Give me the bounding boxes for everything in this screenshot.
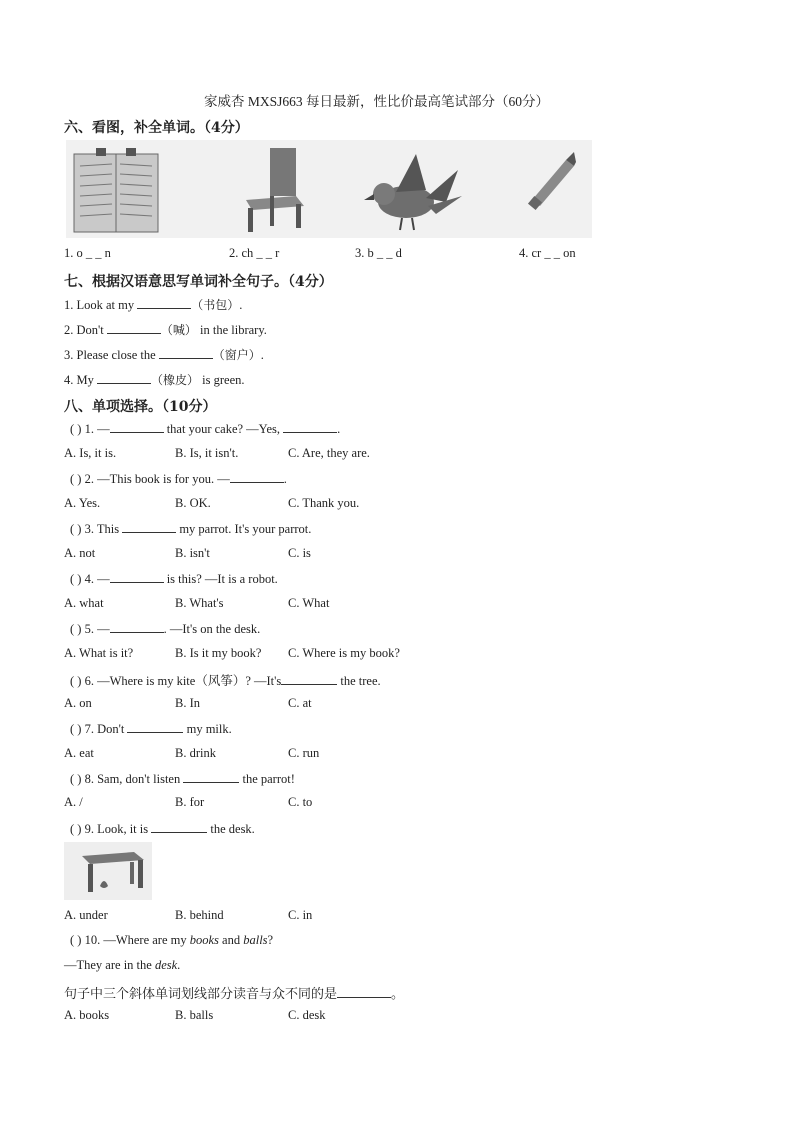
desk-picture (64, 842, 152, 900)
open-book-picture (74, 148, 158, 232)
answer-paren[interactable]: ( ) (70, 933, 82, 947)
q3-option-a[interactable]: A. not (64, 546, 96, 560)
q8-option-a[interactable]: A. / (64, 795, 83, 809)
question-5: ( ) 5. — . —It's on the desk. (70, 622, 261, 636)
q5-option-c[interactable]: C. Where is my book? (288, 646, 400, 660)
answer-blank (110, 621, 164, 633)
page-header: 家威杏 MXSJ663 每日最新，性比价最高笔试部分（60分） (204, 94, 550, 109)
word-item-3: 3. b _ _ d (355, 246, 402, 260)
answer-paren[interactable]: ( ) (70, 472, 82, 486)
italic-word-balls: balls (243, 933, 268, 947)
answer-blank (337, 986, 391, 998)
section-6-picture-strip (66, 140, 592, 238)
answer-blank (151, 821, 207, 833)
question-9: ( ) 9. Look, it is the desk. (70, 822, 255, 836)
q7-option-b[interactable]: B. drink (175, 746, 216, 760)
q9-option-c[interactable]: C. in (288, 908, 313, 922)
q3-option-b[interactable]: B. isn't (175, 546, 210, 560)
q9-option-b[interactable]: B. behind (175, 908, 224, 922)
answer-blank (127, 721, 183, 733)
italic-word-desk: desk (154, 958, 178, 972)
answer-paren[interactable]: ( ) (70, 572, 82, 586)
answer-blank (281, 673, 337, 685)
q10-option-b[interactable]: B. balls (175, 1008, 214, 1022)
q5-option-b[interactable]: B. Is it my book? (175, 646, 262, 660)
q2-option-c[interactable]: C. Thank you. (288, 496, 360, 510)
q5-option-a[interactable]: A. What is it? (64, 646, 134, 660)
question-3: ( ) 3. This my parrot. It's your parrot. (70, 522, 312, 536)
question-10-line-2: —They are in the desk. (64, 958, 181, 972)
answer-blank (110, 421, 164, 433)
q1-option-c[interactable]: C. Are, they are. (288, 446, 370, 460)
answer-paren[interactable]: ( ) (70, 822, 82, 836)
answer-blank[interactable] (97, 372, 151, 384)
answer-paren[interactable]: ( ) (70, 422, 82, 436)
italic-word-books: books (189, 933, 219, 947)
question-8: ( ) 8. Sam, don't listen the parrot! (70, 772, 295, 786)
question-6: ( ) 6. —Where is my kite（风筝）? —It's the tree. (70, 674, 381, 688)
q8-option-b[interactable]: B. for (175, 795, 205, 809)
q1-option-a[interactable]: A. Is, it is. (64, 446, 117, 460)
answer-blank (122, 521, 176, 533)
answer-blank (230, 471, 284, 483)
question-4: ( ) 4. — is this? —It is a robot. (70, 572, 278, 586)
q6-option-b[interactable]: B. In (175, 696, 200, 710)
question-1: ( ) 1. — that your cake? —Yes, . (70, 422, 341, 436)
answer-blank[interactable] (107, 322, 161, 334)
section-8-title: 八、单项选择。（10分） (64, 399, 217, 415)
q7-option-c[interactable]: C. run (288, 746, 320, 760)
fill-sentence-2: 2. Don't （喊） in the library. (64, 323, 267, 337)
answer-paren[interactable]: ( ) (70, 722, 82, 736)
q4-option-a[interactable]: A. what (64, 596, 104, 610)
section-6-title: 六、看图，补全单词。（4分） (64, 120, 249, 136)
q2-option-a[interactable]: A. Yes. (64, 496, 101, 510)
q8-option-c[interactable]: C. to (288, 795, 313, 809)
q9-option-a[interactable]: A. under (64, 908, 108, 922)
word-item-1: 1. o _ _ n (64, 246, 111, 260)
fill-sentence-3: 3. Please close the （窗户）. (64, 348, 264, 362)
q7-option-a[interactable]: A. eat (64, 746, 94, 760)
word-item-2: 2. ch _ _ r (229, 246, 280, 260)
fill-sentence-1: 1. Look at my （书包）. (64, 298, 243, 312)
answer-blank (183, 771, 239, 783)
answer-paren[interactable]: ( ) (70, 772, 82, 786)
q10-option-c[interactable]: C. desk (288, 1008, 326, 1022)
q6-option-a[interactable]: A. on (64, 696, 92, 710)
q6-option-c[interactable]: C. at (288, 696, 312, 710)
q10-option-a[interactable]: A. books (64, 1008, 110, 1022)
q1-option-b[interactable]: B. Is, it isn't. (175, 446, 239, 460)
answer-paren[interactable]: ( ) (70, 522, 82, 536)
q3-option-c[interactable]: C. is (288, 546, 311, 560)
question-10-line-3: 句子中三个斜体单词划线部分读音与众不同的是 。 (64, 987, 405, 1002)
answer-paren[interactable]: ( ) (70, 674, 82, 688)
answer-blank (283, 421, 337, 433)
q4-option-c[interactable]: C. What (288, 596, 330, 610)
q2-option-b[interactable]: B. OK. (175, 496, 211, 510)
question-2: ( ) 2. —This book is for you. — . (70, 472, 287, 486)
answer-paren[interactable]: ( ) (70, 622, 82, 636)
section-7-title: 七、根据汉语意思写单词补全句子。（4分） (64, 274, 333, 290)
q4-option-b[interactable]: B. What's (175, 596, 224, 610)
answer-blank (110, 571, 164, 583)
word-item-4: 4. cr _ _ on (519, 246, 576, 260)
answer-blank[interactable] (137, 297, 191, 309)
answer-blank[interactable] (159, 347, 213, 359)
question-10: ( ) 10. —Where are my books and balls? (70, 933, 274, 947)
fill-sentence-4: 4. My （橡皮） is green. (64, 373, 245, 387)
question-7: ( ) 7. Don't my milk. (70, 722, 232, 736)
